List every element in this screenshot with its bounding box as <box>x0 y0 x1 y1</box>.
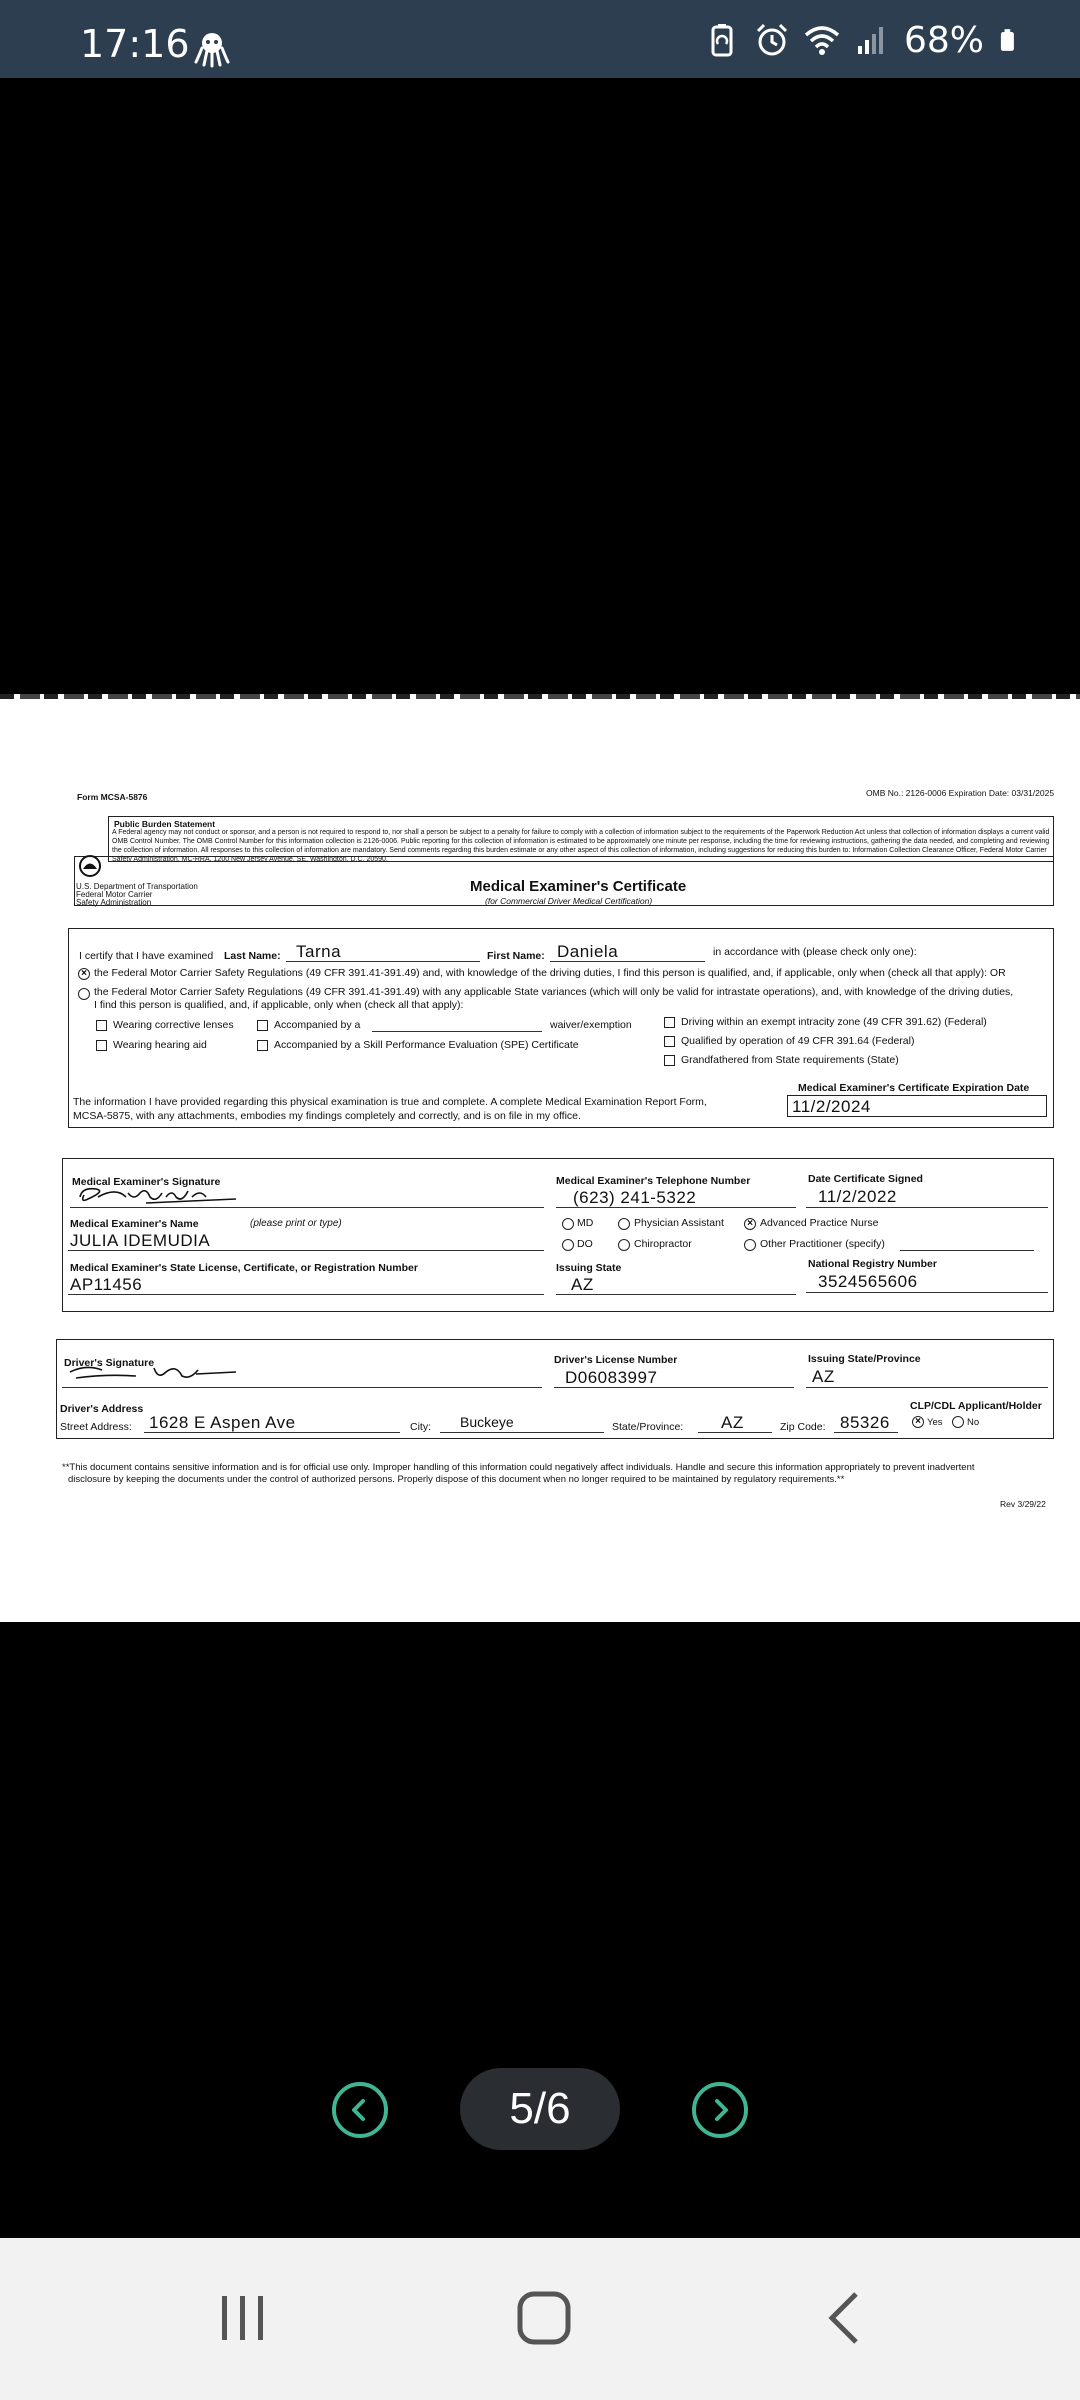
option1-radio-checked: × <box>78 968 90 980</box>
home-icon[interactable] <box>504 2288 584 2348</box>
expiration-label: Medical Examiner's Certificate Expiration Date <box>798 1082 1030 1094</box>
pa-radio <box>618 1218 630 1230</box>
option1-text: the Federal Motor Carrier Safety Regulations (49 CFR 391.41-391.49) and, with knowledge of the driving duties, I find this person is qualified, and, if applicable, only when (check all that apply): OR <box>94 967 1006 979</box>
me-phone-line <box>556 1207 796 1208</box>
form-subtitle: (for Commercial Driver Medical Certification) <box>485 896 653 906</box>
dl-label: Driver's License Number <box>554 1354 678 1366</box>
registry-label: National Registry Number <box>808 1258 937 1270</box>
dept-line-1: U.S. Department of Transportation <box>76 882 198 891</box>
omb-number: OMB No.: 2126-0006 Expiration Date: 03/31/2025 <box>866 788 1055 798</box>
page-counter: 5/6 <box>460 2068 620 2150</box>
registry-line <box>806 1292 1048 1293</box>
other-radio <box>744 1239 756 1251</box>
city-label: City: <box>410 1421 431 1433</box>
md-label: MD <box>577 1217 594 1229</box>
dl-state-label: Issuing State/Province <box>808 1353 921 1365</box>
first-name-value: Daniela <box>557 942 619 961</box>
revision-date: Rev 3/29/22 <box>1000 1499 1046 1509</box>
alarm-icon <box>754 22 790 58</box>
hearing-checkbox <box>96 1040 107 1051</box>
street-line <box>144 1432 400 1433</box>
city-line <box>440 1432 604 1433</box>
examiner-signature <box>76 1183 246 1207</box>
registry-value: 3524565606 <box>818 1272 918 1291</box>
do-label: DO <box>577 1238 593 1250</box>
zip-label: Zip Code: <box>780 1421 826 1433</box>
dl-state-value: AZ <box>812 1367 835 1386</box>
grandfathered-checkbox <box>664 1055 675 1066</box>
chevron-left-icon <box>346 2096 374 2124</box>
other-line <box>900 1250 1034 1251</box>
clp-yes-label: Yes <box>927 1417 943 1428</box>
qualified-checkbox <box>664 1036 675 1047</box>
state-label: State/Province: <box>612 1421 684 1433</box>
pa-label: Physician Assistant <box>634 1217 724 1229</box>
back-icon[interactable] <box>808 2288 888 2348</box>
signal-icon <box>854 22 890 58</box>
issuing-state-line <box>556 1294 796 1295</box>
accompanied-checkbox <box>257 1020 268 1031</box>
me-signature-line <box>70 1207 544 1208</box>
grandfathered-label: Grandfathered from State requirements (State) <box>681 1054 899 1066</box>
dot-logo-icon <box>78 854 102 878</box>
driver-signature-line <box>62 1387 542 1388</box>
date-signed-line <box>806 1207 1048 1208</box>
date-signed-label: Date Certificate Signed <box>808 1173 923 1185</box>
me-name-hint: (please print or type) <box>250 1218 342 1229</box>
other-label: Other Practitioner (specify) <box>760 1238 885 1250</box>
clp-label: CLP/CDL Applicant/Holder <box>910 1400 1042 1412</box>
accordance-text: in accordance with (please check only one): <box>713 946 917 958</box>
accompanied-label: Accompanied by a <box>274 1019 361 1031</box>
chiro-label: Chiropractor <box>634 1238 692 1250</box>
waiver-label: waiver/exemption <box>550 1019 632 1031</box>
dl-value: D06083997 <box>565 1368 658 1387</box>
do-radio <box>562 1239 574 1251</box>
driver-signature-label: Driver's Signature <box>64 1357 155 1369</box>
spe-checkbox <box>257 1040 268 1051</box>
option2-text-1: the Federal Motor Carrier Safety Regulations (49 CFR 391.41-391.49) with any applicable State variances (which will only be valid for intrastate operations), and, with knowledge of the driving duties, <box>94 986 1014 998</box>
last-name-value: Tarna <box>296 942 342 961</box>
zip-line <box>834 1432 898 1433</box>
dl-state-line <box>806 1387 1048 1388</box>
form-title: Medical Examiner's Certificate <box>470 878 687 895</box>
zip-value: 85326 <box>840 1413 890 1432</box>
next-page-button[interactable] <box>692 2082 748 2138</box>
octopus-icon <box>192 28 232 68</box>
spe-label: Accompanied by a Skill Performance Evaluation (SPE) Certificate <box>274 1039 579 1051</box>
city-value: Buckeye <box>460 1414 514 1430</box>
date-signed-value: 11/2/2022 <box>818 1187 897 1206</box>
expiration-value: 11/2/2024 <box>792 1097 871 1116</box>
previous-page-button[interactable] <box>332 2082 388 2138</box>
lenses-checkbox <box>96 1020 107 1031</box>
first-name-label: First Name: <box>487 950 545 962</box>
burden-text: A Federal agency may not conduct or sponsor, and a person is not required to respond to, nor shall a person be subject to a penalty for failure to comply with a collection of information subject to the requirements of the Paperwork Reduction Act unless that collection of information displays a current valid OMB Control Number. The OMB Control Number for this information collection is 2126-0006. Public reporting for this collection of information is estimated to be approximately one minute per response, including the time for reviewing instructions, gathering the data needed, and completing and reviewing the collection of information. All responses to this collection of information are mandatory. Send comments regarding this burden estimate or any other aspect of this collection of information, including suggestions for reducing this burden to: Information Collection Clearance Officer, Federal Motor Carrier Safety Administration, MC-RRA, 1200 New Jersey Avenue, SE, Washington, D.C. 20590. <box>112 829 1050 862</box>
attest-line-1: The information I have provided regarding this physical examination is true and complete. A complete Medical Examination Report Form, <box>73 1096 707 1108</box>
navigation-bar <box>0 2238 1080 2400</box>
me-phone-value: (623) 241-5322 <box>573 1188 697 1207</box>
hearing-label: Wearing hearing aid <box>113 1039 207 1051</box>
street-value: 1628 E Aspen Ave <box>149 1413 296 1432</box>
last-name-line <box>286 961 480 962</box>
driver-signature <box>66 1362 246 1384</box>
footer-line-1: **This document contains sensitive information and is for official use only. Improper handling of this information could negatively affect individuals. Handle and secure this information appropriately to prevent inadvertent <box>62 1462 975 1473</box>
footer-line-2: disclosure by keeping the documents under the control of authorized persons. Properly dispose of this document when no longer required to be maintained by regulatory requirements.** <box>68 1474 845 1485</box>
qualified-label: Qualified by operation of 49 CFR 391.64 (Federal) <box>681 1035 915 1047</box>
intracity-checkbox <box>664 1017 675 1028</box>
battery-saver-icon <box>704 22 740 58</box>
document-page <box>0 694 1080 1622</box>
clp-no-label: No <box>967 1417 980 1428</box>
burden-title: Public Burden Statement <box>114 819 216 829</box>
issuing-state-value: AZ <box>571 1275 594 1294</box>
apn-radio-checked: × <box>744 1218 756 1230</box>
address-label: Driver's Address <box>60 1403 144 1415</box>
lenses-label: Wearing corrective lenses <box>113 1019 234 1031</box>
form-id: Form MCSA-5876 <box>77 792 148 802</box>
state-value: AZ <box>721 1413 744 1432</box>
license-label: Medical Examiner's State License, Certificate, or Registration Number <box>70 1262 418 1274</box>
attest-line-2: MCSA-5875, with any attachments, embodies my findings completely and correctly, and is on file in my office. <box>73 1110 581 1122</box>
wifi-icon <box>804 22 840 58</box>
chiro-radio <box>618 1239 630 1251</box>
dl-line <box>554 1387 794 1388</box>
option2-text-2: I find this person is qualified, and, if applicable, only when (check all that apply): <box>94 999 464 1011</box>
me-phone-label: Medical Examiner's Telephone Number <box>556 1175 751 1187</box>
intracity-label: Driving within an exempt intracity zone (49 CFR 391.62) (Federal) <box>681 1016 987 1028</box>
scan-edge <box>0 694 1080 699</box>
license-value: AP11456 <box>70 1275 143 1294</box>
issuing-state-label: Issuing State <box>556 1262 622 1274</box>
battery-percentage: 68% <box>903 19 984 61</box>
status-bar <box>0 0 1080 78</box>
md-radio <box>562 1218 574 1230</box>
battery-icon <box>998 22 1024 58</box>
dept-line-2: Federal Motor Carrier <box>76 890 153 899</box>
street-label: Street Address: <box>60 1421 132 1433</box>
last-name-label: Last Name: <box>224 950 281 962</box>
dept-line-3: Safety Administration <box>76 898 152 907</box>
me-name-value: JULIA IDEMUDIA <box>70 1231 211 1250</box>
first-name-line <box>550 961 705 962</box>
state-line <box>698 1432 772 1433</box>
chevron-right-icon <box>706 2096 734 2124</box>
option2-radio <box>78 988 90 1000</box>
clp-yes-radio-checked: × <box>912 1416 924 1428</box>
apn-label: Advanced Practice Nurse <box>760 1217 879 1229</box>
status-time: 17:16 <box>80 22 190 66</box>
me-name-line <box>68 1250 544 1251</box>
me-name-label: Medical Examiner's Name <box>70 1218 199 1230</box>
license-line <box>68 1294 544 1295</box>
accompanied-line <box>372 1031 542 1032</box>
me-signature-label: Medical Examiner's Signature <box>72 1176 221 1188</box>
recent-apps-icon[interactable] <box>202 2288 282 2348</box>
clp-no-radio <box>952 1416 964 1428</box>
certify-prefix: I certify that I have examined <box>79 950 214 962</box>
